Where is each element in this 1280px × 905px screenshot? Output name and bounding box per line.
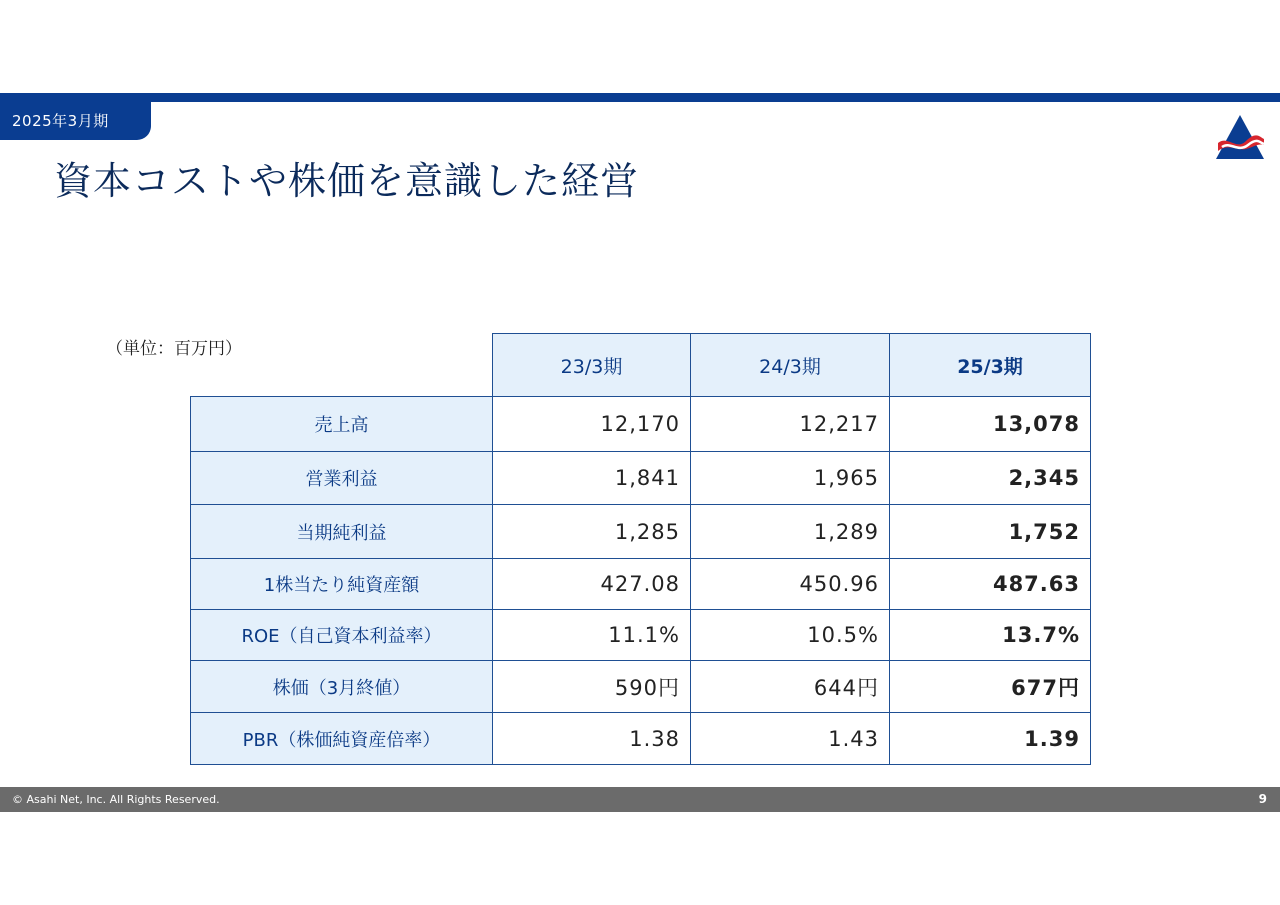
row-label: 営業利益 xyxy=(191,452,493,505)
table-cell: 1,752 xyxy=(890,505,1091,559)
table-cell: 644円 xyxy=(691,661,890,713)
table-row xyxy=(191,452,1091,505)
triangle-wave-logo-icon xyxy=(1214,113,1266,161)
table-cell: 1.39 xyxy=(890,713,1091,765)
table-cell: 1.38 xyxy=(493,713,691,765)
header-rule xyxy=(0,93,1280,102)
table-header-row xyxy=(191,334,1091,397)
table-cell: 12,217 xyxy=(691,397,890,452)
column-header: 25/3期 xyxy=(890,334,1091,397)
row-label: 株価（3月終値） xyxy=(191,661,493,713)
table-cell: 12,170 xyxy=(493,397,691,452)
table-cell: 427.08 xyxy=(493,559,691,610)
row-label: PBR（株価純資産倍率） xyxy=(191,713,493,765)
copyright-text: © Asahi Net, Inc. All Rights Reserved. xyxy=(12,793,220,806)
row-label: 当期純利益 xyxy=(191,505,493,559)
table-cell: 487.63 xyxy=(890,559,1091,610)
table-cell: 677円 xyxy=(890,661,1091,713)
table-cell: 1,289 xyxy=(691,505,890,559)
table-cell: 1,285 xyxy=(493,505,691,559)
table-cell: 1.43 xyxy=(691,713,890,765)
table-cell: 10.5% xyxy=(691,610,890,661)
footer-bar xyxy=(0,787,1280,812)
table-cell: 1,841 xyxy=(493,452,691,505)
unit-note: （単位：百万円） xyxy=(106,339,242,359)
period-tab: 2025年3月期 xyxy=(0,102,151,140)
table-row xyxy=(191,610,1091,661)
row-label: 売上高 xyxy=(191,397,493,452)
row-label: ROE（自己資本利益率） xyxy=(191,610,493,661)
column-header: 23/3期 xyxy=(493,334,691,397)
page-title: 資本コストや株価を意識した経営 xyxy=(54,159,640,203)
table-cell: 1,965 xyxy=(691,452,890,505)
table-corner xyxy=(191,334,493,397)
table-row xyxy=(191,559,1091,610)
column-header: 24/3期 xyxy=(691,334,890,397)
table-cell: 13,078 xyxy=(890,397,1091,452)
table-row xyxy=(191,713,1091,765)
table-cell: 13.7% xyxy=(890,610,1091,661)
table-row xyxy=(191,397,1091,452)
table-cell: 2,345 xyxy=(890,452,1091,505)
table-cell: 590円 xyxy=(493,661,691,713)
page-number: 9 xyxy=(1258,792,1267,806)
table-cell: 11.1% xyxy=(493,610,691,661)
row-label: 1株当たり純資産額 xyxy=(191,559,493,610)
table-cell: 450.96 xyxy=(691,559,890,610)
table-row xyxy=(191,661,1091,713)
table-row xyxy=(191,505,1091,559)
financial-table xyxy=(190,333,1091,765)
